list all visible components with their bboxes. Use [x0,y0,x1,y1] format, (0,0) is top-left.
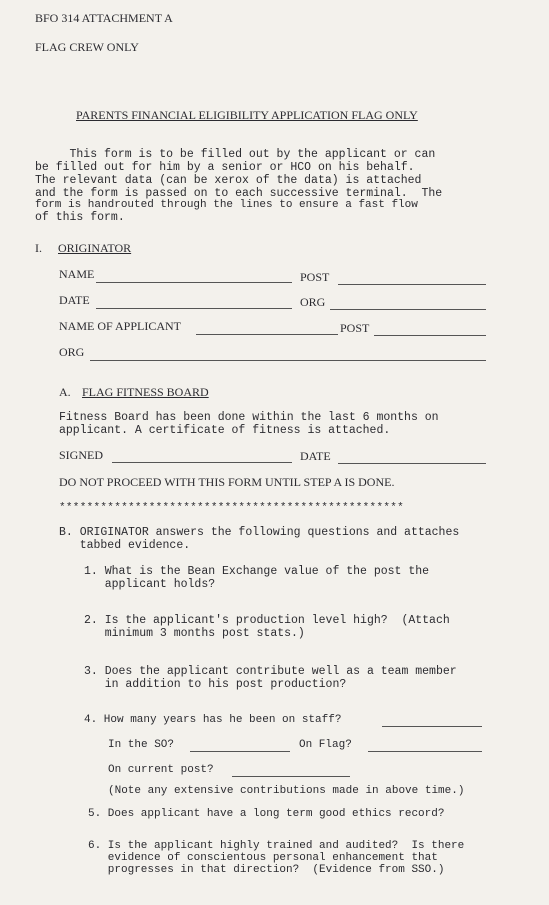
signed-date-label: DATE [300,449,331,463]
divider-stars: ************************************************** [59,502,405,514]
question-6-line: 6. Is the applicant highly trained and audited? Is there [88,840,465,852]
proceed-warning: DO NOT PROCEED WITH THIS FORM UNTIL STEP A IS DONE. [59,475,395,489]
intro-line: This form is to be filled out by the applicant or can [35,148,436,161]
question-5: 5. Does applicant have a long term good ethics record? [88,808,445,820]
question-6-line: progresses in that direction? (Evidence from SSO.) [88,864,445,876]
in-so-label: In the SO? [108,739,175,751]
question-2-line: 2. Is the applicant's production level high? (Attach [84,614,450,627]
section-a-heading: FLAG FITNESS BOARD [82,385,209,399]
applicant-org-field[interactable] [90,360,486,361]
header-line-1: BFO 314 ATTACHMENT A [35,11,173,25]
org-field[interactable] [330,309,486,310]
signed-field[interactable] [112,462,292,463]
question-1-line: applicant holds? [84,578,216,591]
section-b-intro-line: B. ORIGINATOR answers the following questions and attaches [59,526,460,539]
applicant-name-field[interactable] [196,334,338,335]
date-label: DATE [59,293,90,307]
current-post-field[interactable] [232,776,350,777]
on-flag-label: On Flag? [299,739,352,751]
intro-line: and the form is passed on to each successive terminal. The [35,187,443,200]
applicant-name-label: NAME OF APPLICANT [59,319,182,333]
question-2-line: minimum 3 months post stats.) [84,627,305,640]
date-field[interactable] [96,308,292,309]
post-field[interactable] [338,284,486,285]
signed-label: SIGNED [59,448,103,462]
name-label: NAME [59,267,95,281]
question-3-line: 3. Does the applicant contribute well as a team member [84,665,457,678]
section-1-numeral: I. [35,241,42,255]
years-on-staff-field[interactable] [382,726,482,727]
applicant-post-label: POST [340,321,370,335]
section-b-intro-line: tabbed evidence. [59,539,191,552]
applicant-post-field[interactable] [374,335,486,336]
header-line-2: FLAG CREW ONLY [35,40,139,54]
form-title: PARENTS FINANCIAL ELIGIBILITY APPLICATION FLAG ONLY [76,108,418,122]
question-1-line: 1. What is the Bean Exchange value of the post the [84,565,430,578]
question-4: 4. How many years has he been on staff? [84,714,342,726]
question-6-line: evidence of conscientous personal enhancement that [88,852,438,864]
section-a-letter: A. [59,385,71,399]
intro-line: form is handrouted through the lines to ensure a fast flow [35,199,418,211]
signed-date-field[interactable] [338,463,486,464]
in-so-field[interactable] [190,751,290,752]
on-flag-field[interactable] [368,751,482,752]
intro-line: be filled out for him by a senior or HCO on his behalf. [35,161,415,174]
name-field[interactable] [96,282,292,283]
contributions-note: (Note any extensive contributions made in above time.) [108,785,465,797]
section-a-text-line: applicant. A certificate of fitness is attached. [59,424,391,437]
post-label: POST [300,270,330,284]
org-label: ORG [300,295,326,309]
current-post-label: On current post? [108,764,214,776]
intro-line: The relevant data (can be xerox of the data) is attached [35,174,422,187]
applicant-org-label: ORG [59,345,85,359]
section-a-text-line: Fitness Board has been done within the last 6 months on [59,411,439,424]
intro-line: of this form. [35,211,125,224]
question-3-line: in addition to his post production? [84,678,347,691]
section-1-heading: ORIGINATOR [58,241,132,255]
